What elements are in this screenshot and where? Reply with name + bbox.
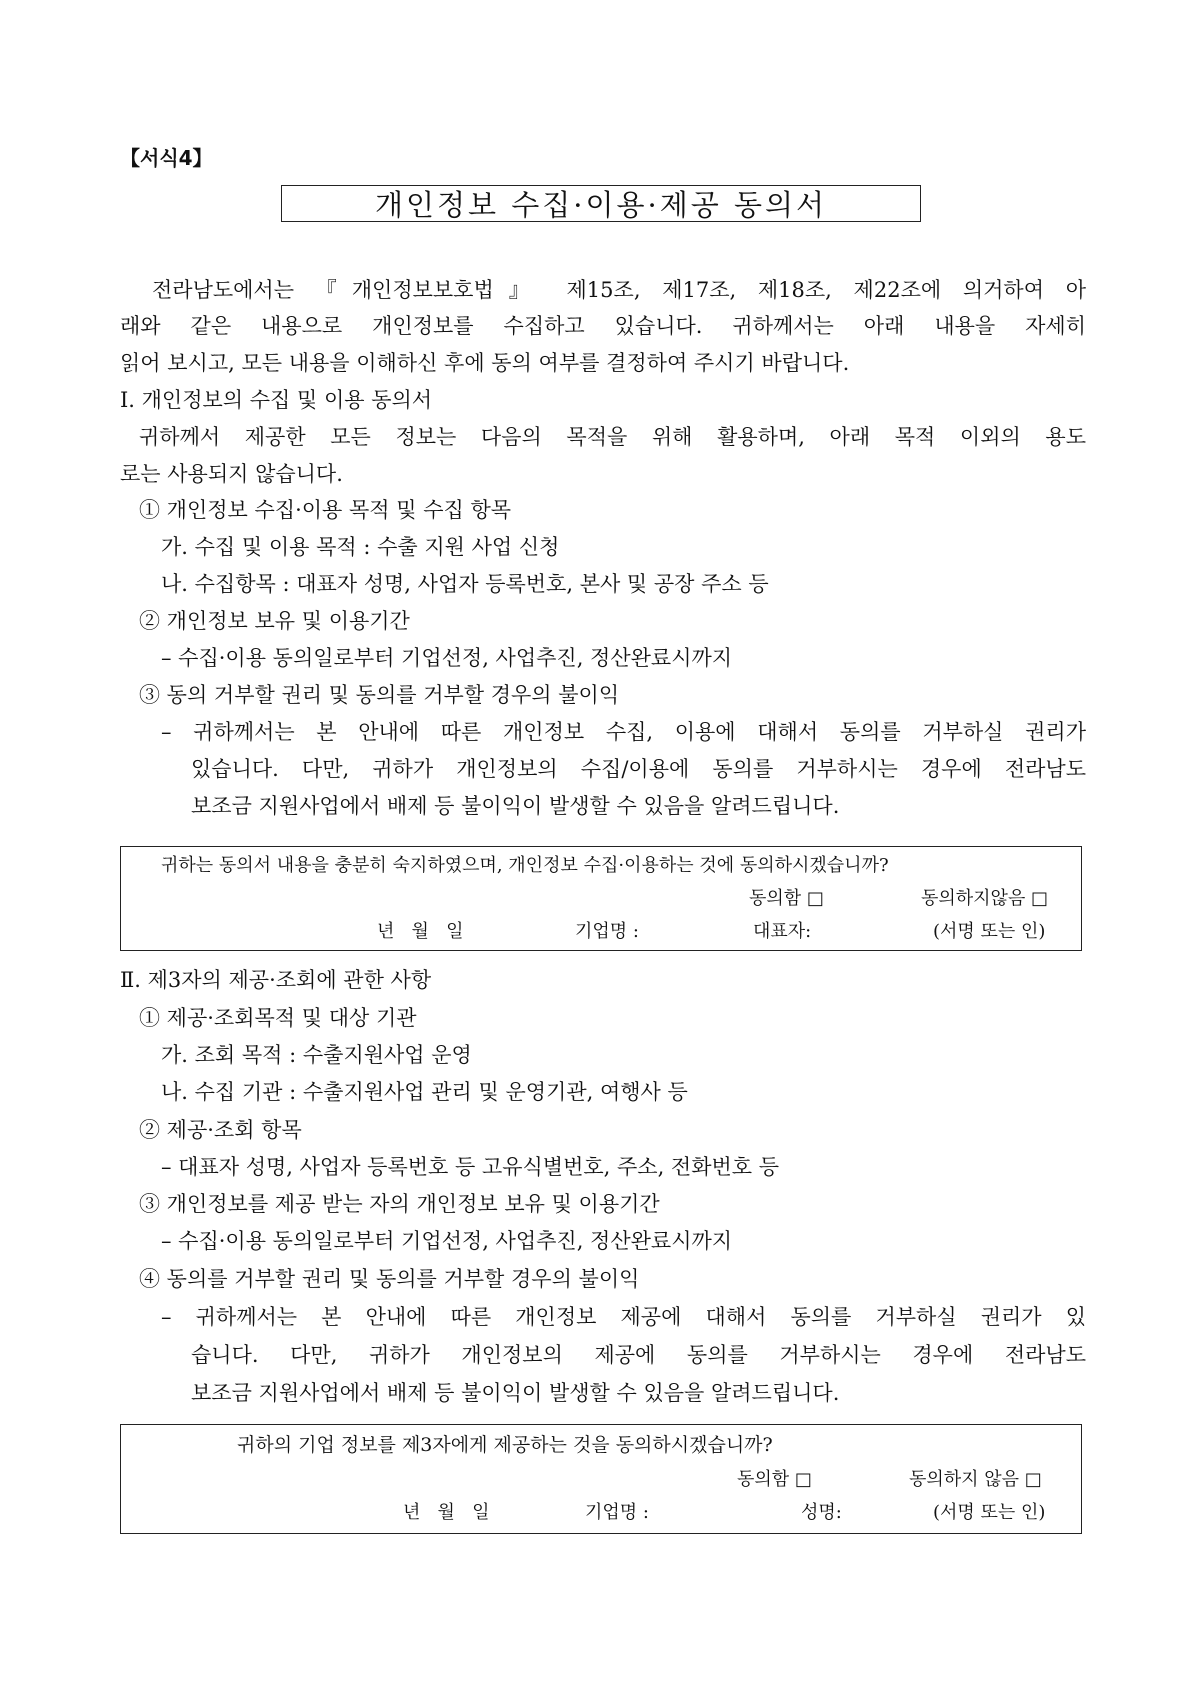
section2-item4-a-line-1: – 귀하께서는 본 안내에 따른 개인정보 제공에 대해서 동의를 거부하실 권리가 있 [161,1305,1086,1329]
section1-company-field[interactable]: 기업명 : [575,921,639,942]
intro-line-2: 래와 같은 내용으로 개인정보를 수집하고 있습니다. 귀하께서는 아래 내용을 자세히 [120,314,1086,338]
section1-consent-box [120,846,1082,951]
section1-item3-a-line-2: 있습니다. 다만, 귀하가 개인정보의 수집/이용에 동의를 거부하시는 경우에 전라남도 [191,757,1086,781]
section1-desc-line-1: 귀하께서 제공한 모든 정보는 다음의 목적을 위해 활용하며, 아래 목적 이외의 용도 [139,425,1086,449]
section2-heading: Ⅱ. 제3자의 제공·조회에 관한 사항 [120,968,432,992]
form-label: 【서식4】 [120,146,213,170]
intro-line-3: 읽어 보시고, 모든 내용을 이해하신 후에 동의 여부를 결정하여 주시기 바랍니다. [120,351,850,375]
intro-line-1: 전라남도에서는 『개인정보보호법』 제15조, 제17조, 제18조, 제22조에 의거하여 아 [152,278,1086,302]
section2-name-field[interactable]: 성명: [801,1502,842,1523]
section1-item2: ② 개인정보 보유 및 이용기간 [139,609,410,633]
section2-item4-a-line-2: 습니다. 다만, 귀하가 개인정보의 제공에 동의를 거부하시는 경우에 전라남도 [191,1343,1086,1367]
document-title-text: 개인정보 수집·이용·제공 동의서 [374,188,828,222]
section1-agree-option[interactable]: 동의함 □ [749,888,824,909]
section1-item1-b: 나. 수집항목 : 대표자 성명, 사업자 등록번호, 본사 및 공장 주소 등 [161,572,769,596]
section1-signature-field[interactable]: (서명 또는 인) [933,921,1046,942]
section2-item2-a: – 대표자 성명, 사업자 등록번호 등 고유식별번호, 주소, 전화번호 등 [161,1155,780,1179]
section2-agree-option[interactable]: 동의함 □ [737,1469,812,1490]
section2-consent-question: 귀하의 기업 정보를 제3자에게 제공하는 것을 동의하시겠습니까? [237,1434,773,1456]
section1-representative-field[interactable]: 대표자: [753,921,812,942]
section2-date-field[interactable]: 년 월 일 [403,1502,490,1523]
section1-item2-a: – 수집·이용 동의일로부터 기업선정, 사업추진, 정산완료시까지 [161,646,733,670]
section1-disagree-option[interactable]: 동의하지않음 □ [921,888,1049,909]
section2-item4-a-line-3: 보조금 지원사업에서 배제 등 불이익이 발생할 수 있음을 알려드립니다. [191,1381,840,1405]
section1-date-field[interactable]: 년 월 일 [377,921,464,942]
section2-signature-field[interactable]: (서명 또는 인) [933,1502,1046,1523]
section2-item3: ③ 개인정보를 제공 받는 자의 개인정보 보유 및 이용기간 [139,1192,660,1216]
section1-item3-a-line-1: – 귀하께서는 본 안내에 따른 개인정보 수집, 이용에 대해서 동의를 거부하실 권리가 [161,720,1086,744]
section2-company-field[interactable]: 기업명 : [585,1502,649,1523]
section1-item1-a: 가. 수집 및 이용 목적 : 수출 지원 사업 신청 [161,535,560,559]
section2-item2: ② 제공·조회 항목 [139,1118,302,1142]
section2-item1: ① 제공·조회목적 및 대상 기관 [139,1006,417,1030]
section2-item1-b: 나. 수집 기관 : 수출지원사업 관리 및 운영기관, 여행사 등 [161,1080,688,1104]
document-title [281,185,921,222]
section1-item3: ③ 동의 거부할 권리 및 동의를 거부할 경우의 불이익 [139,683,620,707]
section1-item3-a-line-3: 보조금 지원사업에서 배제 등 불이익이 발생할 수 있음을 알려드립니다. [191,794,840,818]
section2-disagree-option[interactable]: 동의하지 않음 □ [909,1469,1042,1490]
section2-consent-box [120,1424,1082,1534]
section1-consent-question: 귀하는 동의서 내용을 충분히 숙지하였으며, 개인정보 수집·이용하는 것에 동의하시겠습니까? [161,855,889,876]
section2-item3-a: – 수집·이용 동의일로부터 기업선정, 사업추진, 정산완료시까지 [161,1229,733,1253]
section1-desc-line-2: 로는 사용되지 않습니다. [120,462,343,486]
section1-item1: ① 개인정보 수집·이용 목적 및 수집 항목 [139,498,512,522]
section2-item4: ④ 동의를 거부할 권리 및 동의를 거부할 경우의 불이익 [139,1267,640,1291]
section2-item1-a: 가. 조회 목적 : 수출지원사업 운영 [161,1043,472,1067]
section1-heading: Ⅰ. 개인정보의 수집 및 이용 동의서 [120,388,433,412]
